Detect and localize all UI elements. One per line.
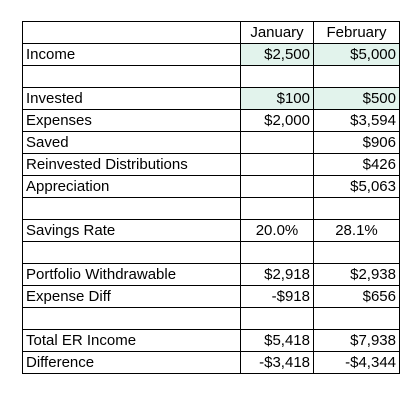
column-header-february[interactable]: February: [314, 22, 400, 44]
cell-invested-january[interactable]: $100: [241, 88, 314, 110]
table-row-expenses: [23, 110, 400, 132]
table-row-savings-rate: [23, 220, 400, 242]
cell-reinvested-february[interactable]: $426: [314, 154, 400, 176]
table-row-invested: [23, 88, 400, 110]
cell-total-er-february[interactable]: $7,938: [314, 330, 400, 352]
row-label-expense-diff[interactable]: Expense Diff: [23, 286, 241, 308]
row-label-reinvested-distributions[interactable]: Reinvested Distributions: [23, 154, 241, 176]
empty-cell[interactable]: [23, 66, 241, 88]
table-row-income: [23, 44, 400, 66]
cell-income-january[interactable]: $2,500: [241, 44, 314, 66]
row-label-saved[interactable]: Saved: [23, 132, 241, 154]
row-label-income[interactable]: Income: [23, 44, 241, 66]
table-row-appreciation: [23, 176, 400, 198]
cell-total-er-january[interactable]: $5,418: [241, 330, 314, 352]
empty-cell[interactable]: [241, 242, 314, 264]
corner-cell[interactable]: [23, 22, 241, 44]
cell-expense-diff-february[interactable]: $656: [314, 286, 400, 308]
cell-portfolio-february[interactable]: $2,938: [314, 264, 400, 286]
row-label-invested[interactable]: Invested: [23, 88, 241, 110]
row-label-expenses[interactable]: Expenses: [23, 110, 241, 132]
cell-portfolio-january[interactable]: $2,918: [241, 264, 314, 286]
row-label-difference[interactable]: Difference: [23, 352, 241, 374]
cell-saved-january[interactable]: [241, 132, 314, 154]
cell-invested-february[interactable]: $500: [314, 88, 400, 110]
empty-cell[interactable]: [241, 198, 314, 220]
cell-savings-rate-january[interactable]: 20.0%: [241, 220, 314, 242]
row-label-total-er-income[interactable]: Total ER Income: [23, 330, 241, 352]
table-row-reinvested-distributions: [23, 154, 400, 176]
cell-expense-diff-january[interactable]: -$918: [241, 286, 314, 308]
empty-row: [23, 308, 400, 330]
header-row: [23, 22, 400, 44]
table-row-saved: [23, 132, 400, 154]
empty-cell[interactable]: [314, 242, 400, 264]
cell-reinvested-january[interactable]: [241, 154, 314, 176]
empty-cell[interactable]: [314, 198, 400, 220]
empty-cell[interactable]: [23, 242, 241, 264]
cell-expenses-january[interactable]: $2,000: [241, 110, 314, 132]
empty-row: [23, 198, 400, 220]
cell-appreciation-january[interactable]: [241, 176, 314, 198]
empty-cell[interactable]: [23, 198, 241, 220]
budget-table: [22, 21, 400, 374]
cell-difference-january[interactable]: -$3,418: [241, 352, 314, 374]
table-row-difference: [23, 352, 400, 374]
empty-cell[interactable]: [314, 308, 400, 330]
cell-appreciation-february[interactable]: $5,063: [314, 176, 400, 198]
row-label-savings-rate[interactable]: Savings Rate: [23, 220, 241, 242]
empty-row: [23, 242, 400, 264]
empty-row: [23, 66, 400, 88]
table-row-portfolio-withdrawable: [23, 264, 400, 286]
row-label-appreciation[interactable]: Appreciation: [23, 176, 241, 198]
cell-income-february[interactable]: $5,000: [314, 44, 400, 66]
cell-saved-february[interactable]: $906: [314, 132, 400, 154]
row-label-portfolio-withdrawable[interactable]: Portfolio Withdrawable: [23, 264, 241, 286]
empty-cell[interactable]: [23, 308, 241, 330]
cell-difference-february[interactable]: -$4,344: [314, 352, 400, 374]
table-row-expense-diff: [23, 286, 400, 308]
cell-expenses-february[interactable]: $3,594: [314, 110, 400, 132]
cell-savings-rate-february[interactable]: 28.1%: [314, 220, 400, 242]
empty-cell[interactable]: [241, 308, 314, 330]
empty-cell[interactable]: [241, 66, 314, 88]
column-header-january[interactable]: January: [241, 22, 314, 44]
empty-cell[interactable]: [314, 66, 400, 88]
table-row-total-er-income: [23, 330, 400, 352]
